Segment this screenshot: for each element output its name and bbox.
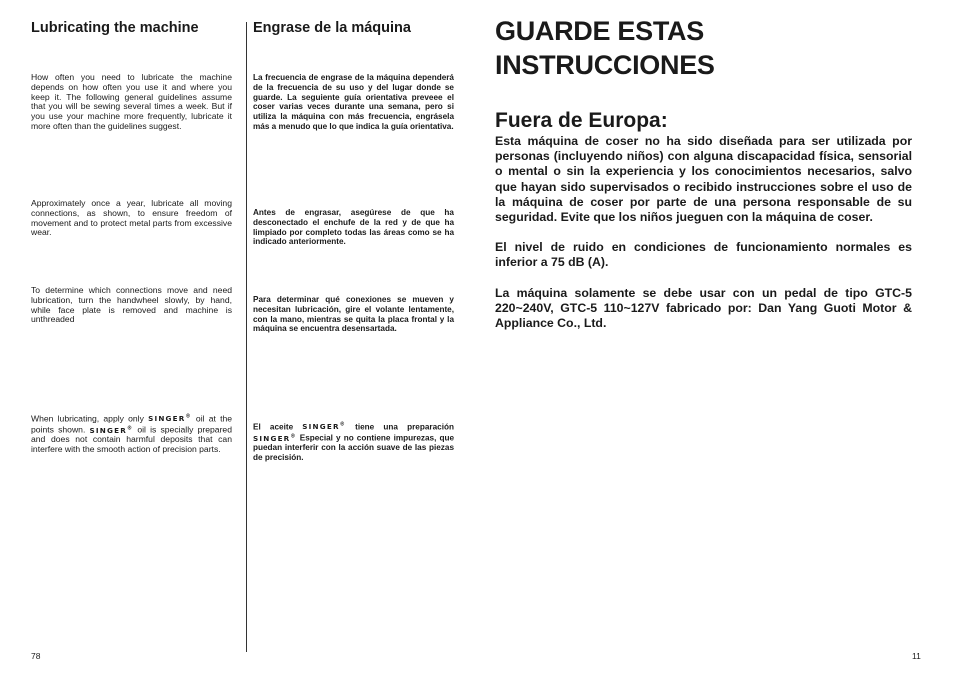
spanish-paragraph-before: Antes de engrasar, asegúrese de que ha desconectado el enchufe de la red y de que ha limpiado por completo todas las áreas como se ha indicado anteriormente. — [253, 208, 454, 247]
section-subtitle: Fuera de Europa: — [495, 109, 668, 132]
column-divider — [246, 22, 247, 652]
page-number-left: 78 — [31, 651, 41, 661]
singer-logo: SINGER® — [148, 414, 192, 424]
safety-paragraph: Esta máquina de coser no ha sido diseñada para ser utilizada por personas (incluyendo niños) con alguna discapacidad física, sensorial o mental o sin la experiencia y los conocimientos necesarios, salvo que hayan sido supervisados o recibido instrucciones sobre el uso de la máquina de coser por parte de una persona responsable de su seguridad. Evite que los niños jueguen con la máquina de coser. — [495, 134, 912, 225]
english-oil-text-c: oil is specially prepared and does not contain harmful deposits that can interfere with the smooth action of precision parts. — [31, 424, 232, 455]
singer-logo: SINGER® — [253, 433, 297, 443]
spanish-oil-text-b: tiene una preparación — [355, 422, 454, 432]
english-oil-text-a: When lubricating, apply only — [31, 413, 144, 424]
spanish-column — [253, 20, 454, 463]
english-paragraph-yearly: Approximately once a year, lubricate all moving connections, as shown, to ensure freedom of movement and to protect metal parts from excessive wear. — [31, 198, 232, 238]
english-oil-text-b: oil at the points shown. — [31, 413, 233, 435]
page-number-right: 11 — [912, 651, 921, 661]
singer-logo: SINGER® — [89, 425, 134, 435]
spanish-paragraph-frequency: La frecuencia de engrase de la máquina dependerá de la frecuencia de su uso y del lugar donde se guarde. La seguiente guía orientativa preveee el coser varias veces durante una semana, pero si utiliza la máquina con más frecuencia, engrásela más a menudo que lo que indica la guía orientativa. — [253, 73, 454, 131]
english-paragraph-oil — [31, 413, 232, 455]
spanish-paragraph-connections: Para determinar qué conexiones se mueven y necesitan lubricación, gire el volante lentamente, con la mano, mientras se quita la placa frontal y la máquina se encuentra desensartada. — [253, 295, 454, 334]
page-title: GUARDE ESTAS INSTRUCCIONES — [495, 16, 715, 80]
english-paragraph-connections: To determine which connections move and need lubrication, turn the handwheel slowly, by hand, while face plate is removed and machine is unthreaded — [31, 285, 232, 325]
spanish-oil-text-c: Especial y no contiene impurezas, que puedan interferir con la acción suave de las piezas de precisión. — [253, 433, 454, 463]
english-heading: Lubricating the machine — [31, 20, 199, 36]
spanish-oil-text-a: El aceite — [253, 422, 294, 432]
spanish-paragraph-oil — [253, 421, 454, 463]
noise-paragraph: El nivel de ruido en condiciones de funcionamiento normales es inferior a 75 dB (A). — [495, 240, 912, 270]
pedal-paragraph: La máquina solamente se debe usar con un pedal de tipo GTC-5 220~240V, GTC-5 110~127V fabricado por: Dan Yang Guoti Motor & Appliance Co., Ltd. — [495, 285, 912, 331]
singer-logo: SINGER® — [302, 422, 346, 432]
english-column — [31, 20, 233, 455]
english-paragraph-frequency: How often you need to lubricate the machine depends on how often you use it and where you keep it. The following general guidelines assume that you will be sewing several times a week. But if you use your machine more frequently, lubricate it more often than the guidelines suggest. — [31, 72, 232, 131]
right-page — [495, 14, 912, 331]
spanish-heading: Engrase de la máquina — [253, 20, 411, 36]
